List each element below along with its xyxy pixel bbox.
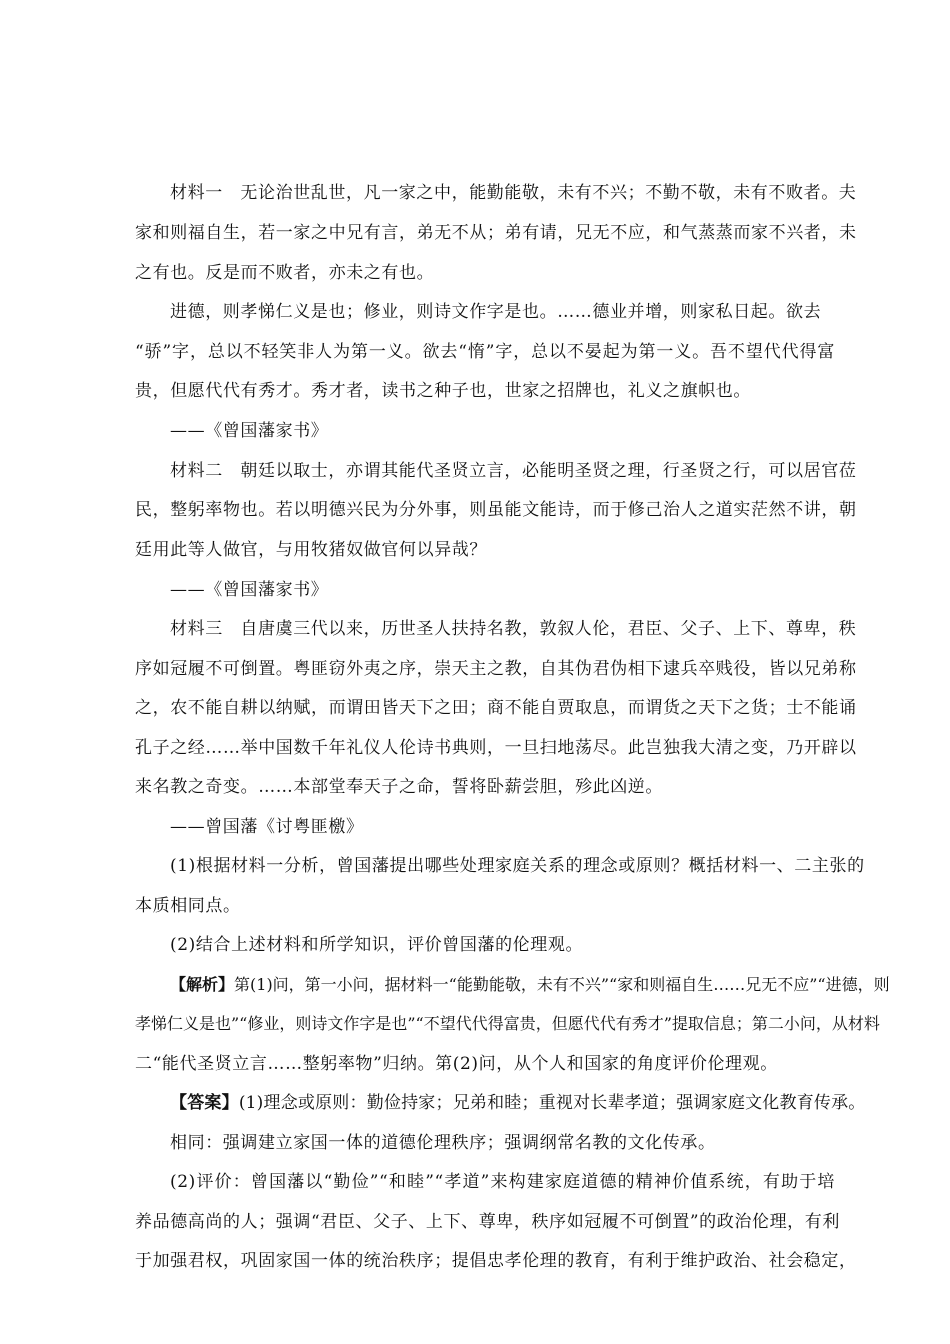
material-one-line-1: 材料一 无论治世乱世，凡一家之中，能勤能敬，未有不兴；不勤不敬，未有不败者。夫 xyxy=(170,183,857,203)
analysis-line-1 xyxy=(170,975,890,995)
material-one-line-6: 贵，但愿代代有秀才。秀才者，读书之种子也，世家之招牌也，礼义之旗帜也。 xyxy=(135,381,751,401)
material-three-line-3: 之，农不能自耕以纳赋，而谓田皆天下之田；商不能自贾取息，而谓货之天下之货；士不能诵 xyxy=(135,698,857,718)
analysis-line-3: 二“能代圣贤立言……整躬率物”归纳。第(2)问，从个人和国家的角度评价伦理观。 xyxy=(135,1054,778,1074)
answer-label: 【答案】 xyxy=(170,1093,239,1113)
answer-line-1 xyxy=(170,1093,866,1113)
question-1-line-1: (1)根据材料一分析，曾国藩提出哪些处理家庭关系的理念或原则？概括材料一、二主张的 xyxy=(170,856,865,876)
answer-text: (1)理念或原则：勤俭持家；兄弟和睦；重视对长辈孝道；强调家庭文化教育传承。 xyxy=(238,1093,866,1113)
material-three-line-2: 序如冠履不可倒置。粤匪窃外夷之序，崇天主之教，自其伪君伪相下逮兵卒贱役，皆以兄弟称 xyxy=(135,659,857,679)
material-two-source: ——《曾国藩家书》 xyxy=(170,580,329,600)
material-one-line-3: 之有也。反是而不败者，亦未之有也。 xyxy=(135,263,435,283)
analysis-label: 【解析】 xyxy=(170,975,235,994)
material-one-line-4: 进德，则孝悌仁义是也；修业，则诗文作字是也。……德业并增，则家私日起。欲去 xyxy=(170,302,822,322)
material-one-source: ——《曾国藩家书》 xyxy=(170,421,329,441)
question-1-line-2: 本质相同点。 xyxy=(135,896,241,916)
answer-line-4: 养品德高尚的人；强调“君臣、父子、上下、尊卑，秩序如冠履不可倒置”的政治伦理，有利 xyxy=(135,1212,840,1232)
material-three-line-4: 孔子之经……举中国数千年礼仪人伦诗书典则，一旦扫地荡尽。此岂独我大清之变，乃开辟以 xyxy=(135,738,857,758)
material-one-line-5: “骄”字，总以不轻笑非人为第一义。欲去“惰”字，总以不晏起为第一义。吾不望代代得富 xyxy=(135,342,835,362)
material-three-source: ——曾国藩《讨粤匪檄》 xyxy=(170,817,364,837)
material-two-line-2: 民，整躬率物也。若以明德兴民为分外事，则虽能文能诗，而于修己治人之道实茫然不讲，朝 xyxy=(135,500,857,520)
material-two-line-1: 材料二 朝廷以取士，亦谓其能代圣贤立言，必能明圣贤之理，行圣贤之行，可以居官莅 xyxy=(170,461,857,481)
material-three-line-1: 材料三 自唐虞三代以来，历世圣人扶持名教，敦叙人伦，君臣、父子、上下、尊卑，秩 xyxy=(170,619,857,639)
material-three-line-5: 来名教之奇变。……本部堂奉天子之命，誓将卧薪尝胆，殄此凶逆。 xyxy=(135,777,663,797)
analysis-text: 第(1)问，第一小问，据材料一“能勤能敬，未有不兴”“家和则福自生……兄无不应”“进德，则 xyxy=(234,975,890,994)
answer-line-5: 于加强君权，巩固家国一体的统治秩序；提倡忠孝伦理的教育，有利于维护政治、社会稳定， xyxy=(135,1251,857,1271)
analysis-line-2: 孝悌仁义是也”“修业，则诗文作字是也”“不望代代得富贵，但愿代代有秀才”提取信息；第二小问，从材料 xyxy=(135,1014,880,1033)
question-2: (2)结合上述材料和所学知识，评价曾国藩的伦理观。 xyxy=(170,935,584,955)
answer-line-2: 相同：强调建立家国一体的道德伦理秩序；强调纲常名教的文化传承。 xyxy=(170,1133,716,1153)
material-two-line-3: 廷用此等人做官，与用牧猪奴做官何以异哉？ xyxy=(135,540,487,560)
material-one-line-2: 家和则福自生，若一家之中兄有言，弟无不从；弟有请，兄无不应，和气蒸蒸而家不兴者，未 xyxy=(135,223,857,243)
answer-line-3: (2)评价：曾国藩以“勤俭”“和睦”“孝道”来构建家庭道德的精神价值系统，有助于培 xyxy=(170,1172,835,1192)
